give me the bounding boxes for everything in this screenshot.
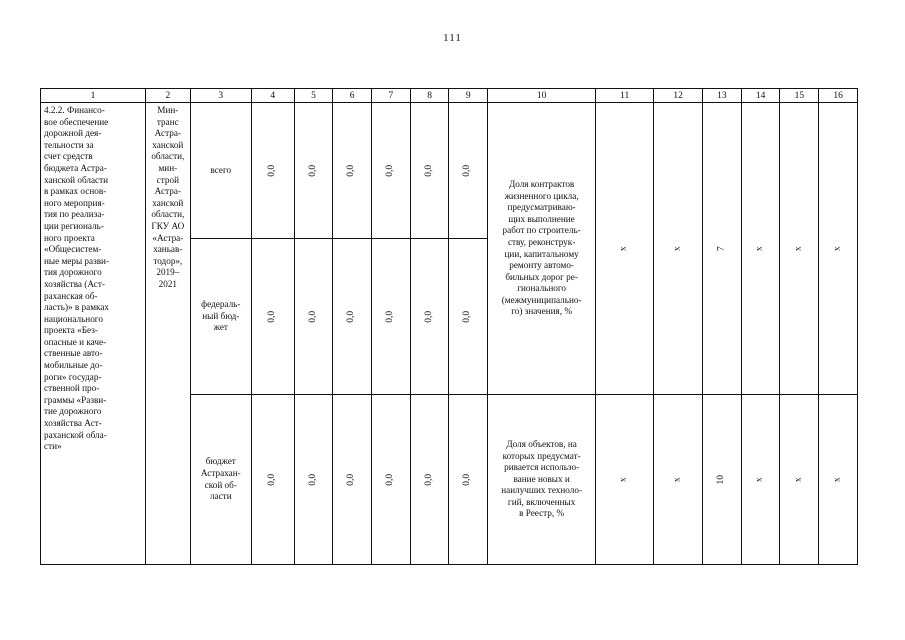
col-number-16: 16 [819, 89, 858, 103]
indicator-value-cell: x [819, 103, 858, 395]
col-number-13: 13 [703, 89, 742, 103]
value-cell: 0,0 [251, 103, 294, 239]
measure-description: 4.2.2. Финансо- вое обеспечение дорожной дея- тельности за счет средств бюджета Астра- ханской области в рамках основ- ного мероприя- тия по реализа- ции региональ- ного проекта «Общесистем- ные меры разви- тия дорожного хозяйства (Аст- раханская об- ласть)» в рамках национального проекта «Без- опасные и каче- ственные авто- мобильные до- роги» государ- ственной про- граммы «Разви- тие дорожного хозяйства Аст- раханской обла- сти» [41, 103, 146, 565]
source-label-total: всего [190, 103, 251, 239]
executor-and-period: Мин- транс Астра- ханской области, мин- строй Астра- ханской области, ГКУ АО «Астра- ханьав- тодор», 2019– 2021 [145, 103, 190, 565]
value-cell: 0,0 [372, 395, 411, 565]
col-number-1: 1 [41, 89, 146, 103]
value-cell: 0,0 [372, 239, 411, 395]
col-number-12: 12 [654, 89, 703, 103]
indicator-value-cell: x [819, 395, 858, 565]
program-table [40, 88, 858, 565]
page-number: 111 [443, 32, 462, 44]
value-cell: 0,0 [333, 239, 372, 395]
value-cell: 0,0 [333, 103, 372, 239]
value-cell: 0,0 [449, 103, 488, 239]
indicator-value-cell: x [596, 395, 654, 565]
column-number-row [41, 89, 858, 103]
value-cell: 0,0 [449, 239, 488, 395]
value-cell: 0,0 [449, 395, 488, 565]
value-cell: 0,0 [294, 239, 333, 395]
indicator-2-text: Доля объектов, на которых предусмат- ривается использо- вание новых и наилучших техноло- гий, включенных в Реестр, % [488, 395, 596, 565]
col-number-11: 11 [596, 89, 654, 103]
col-number-4: 4 [251, 89, 294, 103]
indicator-value-cell: x [741, 395, 780, 565]
value-cell: 0,0 [294, 103, 333, 239]
value-cell: 0,0 [410, 103, 449, 239]
source-label-federal: федераль- ный бюд- жет [190, 239, 251, 395]
value-cell: 0,0 [372, 103, 411, 239]
col-number-7: 7 [372, 89, 411, 103]
value-cell: 0,0 [410, 239, 449, 395]
col-number-5: 5 [294, 89, 333, 103]
col-number-2: 2 [145, 89, 190, 103]
col-number-14: 14 [741, 89, 780, 103]
col-number-15: 15 [780, 89, 819, 103]
indicator-1-text: Доля контрактов жизненного цикла, предусматриваю- щих выполнение работ по строитель- ству, реконструк- ции, капитальному ремонту автомо- бильных дорог ре- гионального (межмуниципально- го) значения, % [488, 103, 596, 395]
col-number-3: 3 [190, 89, 251, 103]
indicator-value-cell: x [596, 103, 654, 395]
indicator-value-cell: x [654, 103, 703, 395]
value-cell: 0,0 [410, 395, 449, 565]
table-row-total [41, 103, 858, 239]
indicator-value-cell: 10 [703, 395, 742, 565]
indicator-value-cell: x [654, 395, 703, 565]
col-number-10: 10 [488, 89, 596, 103]
col-number-9: 9 [449, 89, 488, 103]
col-number-8: 8 [410, 89, 449, 103]
indicator-value-cell: x [741, 103, 780, 395]
value-cell: 0,0 [251, 239, 294, 395]
value-cell: 0,0 [251, 395, 294, 565]
value-cell: 0,0 [294, 395, 333, 565]
indicator-value-cell: x [780, 103, 819, 395]
col-number-6: 6 [333, 89, 372, 103]
indicator-value-cell: 7 [703, 103, 742, 395]
source-label-regional: бюджет Астрахан- ской об- ласти [190, 395, 251, 565]
value-cell: 0,0 [333, 395, 372, 565]
indicator-value-cell: x [780, 395, 819, 565]
